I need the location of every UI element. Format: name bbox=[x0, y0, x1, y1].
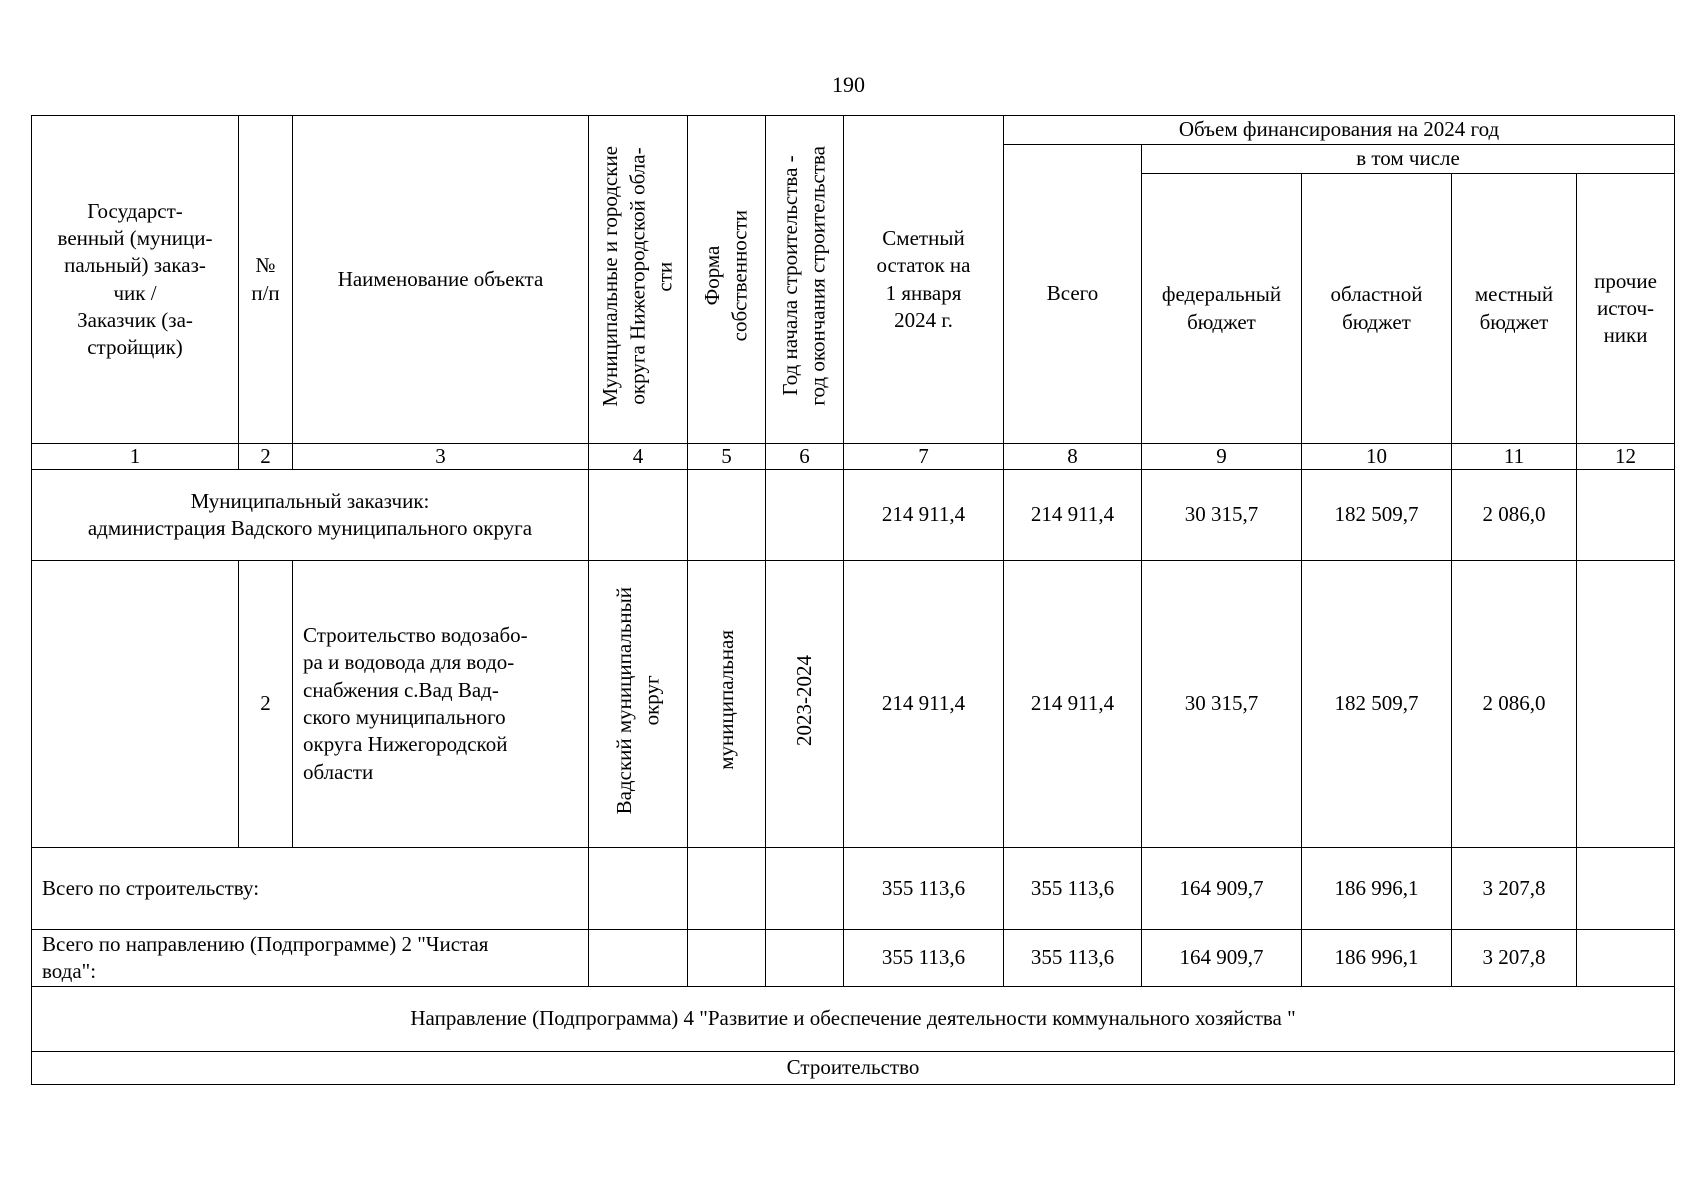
customer-district bbox=[589, 470, 688, 561]
object-number: 2 bbox=[239, 561, 293, 848]
subsection-heading: Строительство bbox=[32, 1052, 1675, 1085]
col-number-1: 1 bbox=[32, 444, 239, 470]
col-number-7: 7 bbox=[844, 444, 1004, 470]
header-local: местный бюджет bbox=[1452, 174, 1577, 444]
construction-total-regional: 186 996,1 bbox=[1302, 848, 1452, 930]
col-number-8: 8 bbox=[1004, 444, 1142, 470]
header-districts bbox=[589, 116, 688, 444]
header-regional: областной бюджет bbox=[1302, 174, 1452, 444]
customer-years bbox=[766, 470, 844, 561]
col-number-3: 3 bbox=[293, 444, 589, 470]
construction-total-label: Всего по строительству: bbox=[32, 848, 589, 930]
object-regional: 182 509,7 bbox=[1302, 561, 1452, 848]
header-ownership bbox=[688, 116, 766, 444]
subsection-heading-row bbox=[32, 1052, 1675, 1085]
construction-total-years bbox=[766, 848, 844, 930]
customer-regional: 182 509,7 bbox=[1302, 470, 1452, 561]
customer-remainder: 214 911,4 bbox=[844, 470, 1004, 561]
construction-total-ownership bbox=[688, 848, 766, 930]
header-other: прочие источ- ники bbox=[1577, 174, 1675, 444]
col-number-9: 9 bbox=[1142, 444, 1302, 470]
object-ownership-text: муниципальная bbox=[713, 630, 738, 771]
object-name: Строительство водозабо- ра и водовода для водо- снабжения с.Вад Вад- ского муниципального округа Нижегородской области bbox=[293, 561, 589, 848]
header-remainder: Сметный остаток на 1 января 2024 г. bbox=[844, 116, 1004, 444]
customer-total: 214 911,4 bbox=[1004, 470, 1142, 561]
section-heading-row bbox=[32, 987, 1675, 1052]
direction-total-ownership bbox=[688, 930, 766, 987]
object-years-text: 2023-2024 bbox=[791, 654, 816, 746]
page-number: 190 bbox=[832, 72, 865, 97]
direction-total-remainder: 355 113,6 bbox=[844, 930, 1004, 987]
direction-total-years bbox=[766, 930, 844, 987]
col-number-5: 5 bbox=[688, 444, 766, 470]
header-customer: Государст- венный (муници- пальный) заказ- чик / Заказчик (за- стройщик) bbox=[32, 116, 239, 444]
header-years-text: Год начала строительства - год окончания строительства bbox=[778, 146, 830, 406]
construction-total-row bbox=[32, 848, 1675, 930]
direction-total-local: 3 207,8 bbox=[1452, 930, 1577, 987]
header-districts-text: Муниципальные и городские округа Нижегородской обла- сти bbox=[598, 145, 677, 407]
col-number-12: 12 bbox=[1577, 444, 1675, 470]
direction-total-row bbox=[32, 930, 1675, 987]
construction-total-local: 3 207,8 bbox=[1452, 848, 1577, 930]
construction-total-district bbox=[589, 848, 688, 930]
header-including: в том числе bbox=[1142, 145, 1675, 174]
construction-total-other bbox=[1577, 848, 1675, 930]
object-customer bbox=[32, 561, 239, 848]
header-ownership-text: Форма собственности bbox=[700, 210, 752, 342]
object-total: 214 911,4 bbox=[1004, 561, 1142, 848]
customer-federal: 30 315,7 bbox=[1142, 470, 1302, 561]
header-object-name: Наименование объекта bbox=[293, 116, 589, 444]
direction-total-label: Всего по направлению (Подпрограмме) 2 "Чистая вода": bbox=[32, 930, 589, 987]
construction-total-federal: 164 909,7 bbox=[1142, 848, 1302, 930]
header-financing: Объем финансирования на 2024 год bbox=[1004, 116, 1675, 145]
header-federal: федеральный бюджет bbox=[1142, 174, 1302, 444]
object-years bbox=[766, 561, 844, 848]
customer-local: 2 086,0 bbox=[1452, 470, 1577, 561]
direction-total-other bbox=[1577, 930, 1675, 987]
object-local: 2 086,0 bbox=[1452, 561, 1577, 848]
section-heading: Направление (Подпрограмма) 4 "Развитие и обеспечение деятельности коммунального хозяйства " bbox=[32, 987, 1675, 1052]
customer-ownership bbox=[688, 470, 766, 561]
object-row bbox=[32, 561, 1675, 848]
object-other bbox=[1577, 561, 1675, 848]
construction-total-total: 355 113,6 bbox=[1004, 848, 1142, 930]
customer-other bbox=[1577, 470, 1675, 561]
direction-total-district bbox=[589, 930, 688, 987]
col-number-2: 2 bbox=[239, 444, 293, 470]
header-row-1 bbox=[32, 116, 1675, 145]
financing-table bbox=[31, 115, 1675, 1085]
header-years bbox=[766, 116, 844, 444]
object-federal: 30 315,7 bbox=[1142, 561, 1302, 848]
customer-row bbox=[32, 470, 1675, 561]
direction-total-total: 355 113,6 bbox=[1004, 930, 1142, 987]
col-number-10: 10 bbox=[1302, 444, 1452, 470]
object-remainder: 214 911,4 bbox=[844, 561, 1004, 848]
col-number-6: 6 bbox=[766, 444, 844, 470]
direction-total-federal: 164 909,7 bbox=[1142, 930, 1302, 987]
header-number: № п/п bbox=[239, 116, 293, 444]
header-total: Всего bbox=[1004, 145, 1142, 444]
customer-label: Муниципальный заказчик: администрация Вадского муниципального округа bbox=[32, 470, 589, 561]
object-district-text: Вадский муниципальный округ bbox=[611, 586, 663, 815]
col-number-11: 11 bbox=[1452, 444, 1577, 470]
direction-total-regional: 186 996,1 bbox=[1302, 930, 1452, 987]
object-ownership bbox=[688, 561, 766, 848]
construction-total-remainder: 355 113,6 bbox=[844, 848, 1004, 930]
column-numbers-row bbox=[32, 444, 1675, 470]
object-district bbox=[589, 561, 688, 848]
col-number-4: 4 bbox=[589, 444, 688, 470]
